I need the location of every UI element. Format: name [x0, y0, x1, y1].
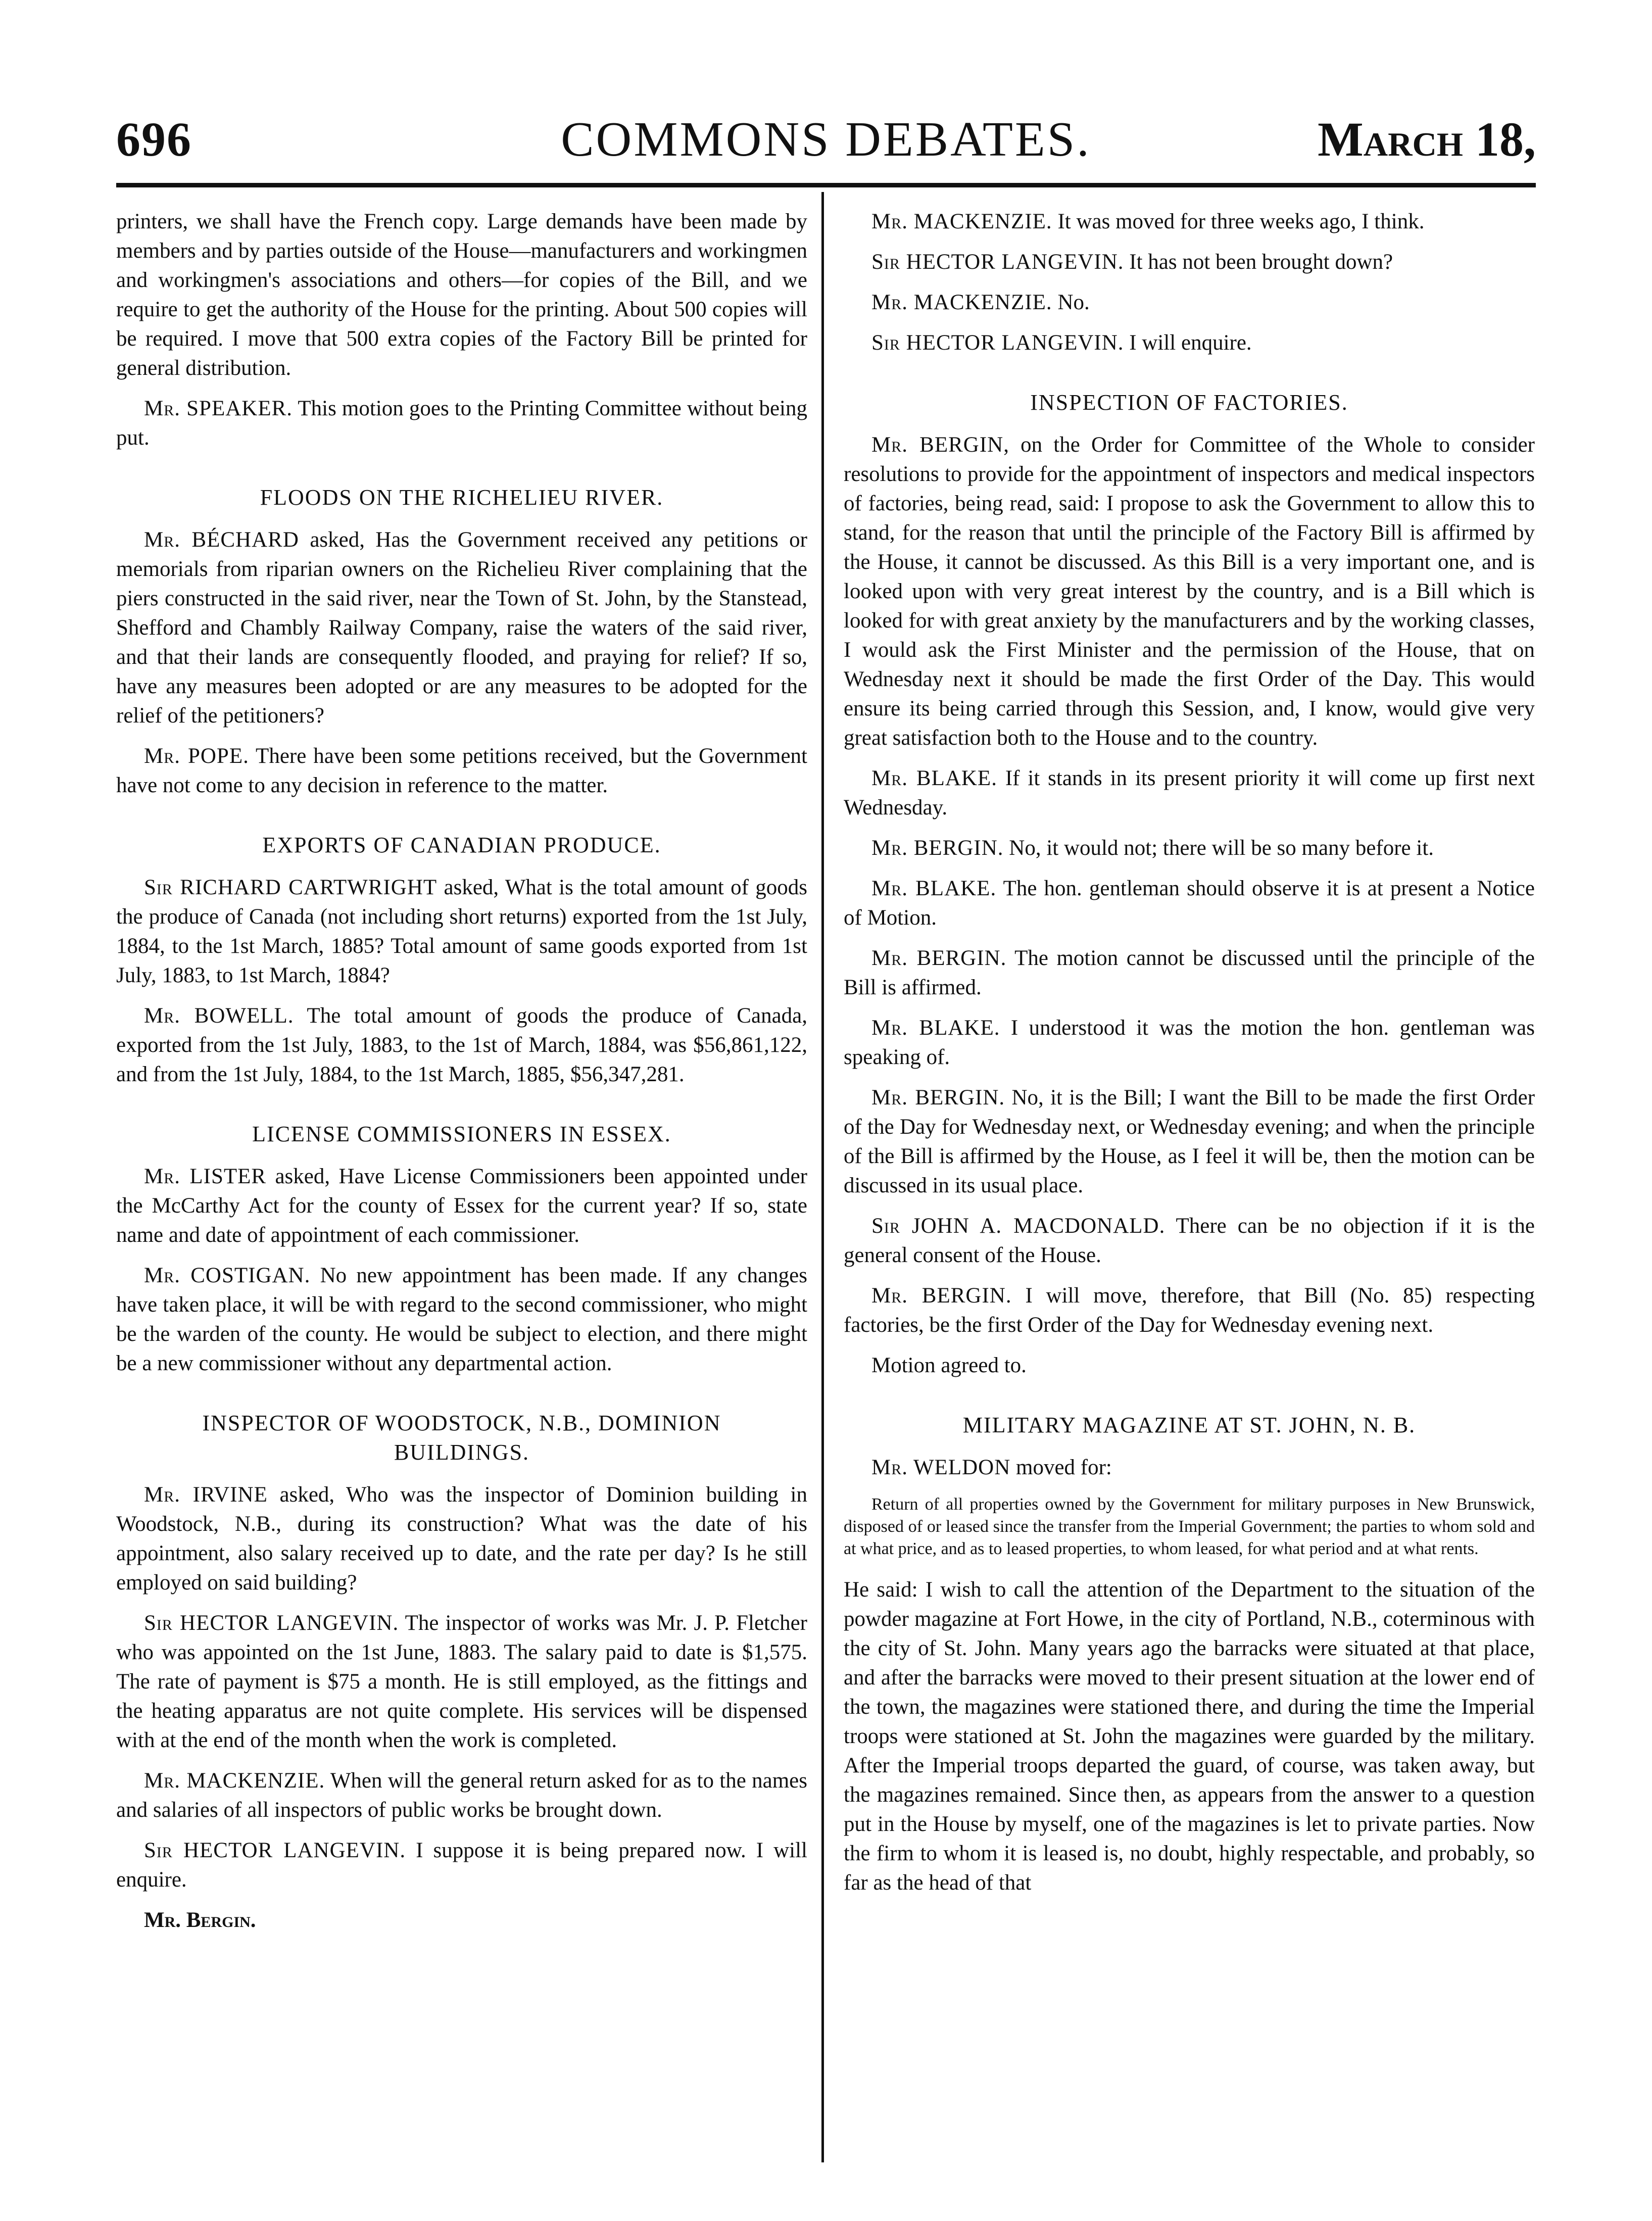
speaker-name: Mr. MACKENZIE.: [871, 291, 1052, 314]
paragraph-text: I understood it was the motion the hon. gentleman was speaking of.: [844, 1016, 1535, 1069]
speaker-name: Sir RICHARD CARTWRIGHT: [144, 876, 438, 899]
paragraph-text: Motion agreed to.: [871, 1354, 1027, 1377]
paragraph: [116, 1162, 807, 1250]
paragraph-text: This motion goes to the Printing Committee without being put.: [116, 397, 807, 450]
paragraph: [844, 1575, 1535, 1898]
paragraph: [116, 1766, 807, 1825]
paragraph: [844, 834, 1535, 863]
speaker-name: Sir HECTOR LANGEVIN.: [144, 1839, 406, 1862]
paragraph-text: No, it would not; there will be so many before it.: [1009, 836, 1434, 860]
page-number: 696: [116, 112, 192, 166]
page-date: March 18,: [1318, 112, 1536, 166]
speaker-name: Mr. BERGIN.: [871, 1284, 1012, 1308]
publication-title: COMMONS DEBATES.: [561, 112, 1091, 167]
speaker-name: Mr. MACKENZIE.: [144, 1769, 325, 1793]
paragraph-text: When will the general return asked for as to the names and salaries of all inspectors of public works be brought down.: [116, 1769, 807, 1822]
speaker-name: Mr. IRVINE: [144, 1483, 268, 1507]
paragraph-text: I will enquire.: [1129, 331, 1252, 355]
paragraph: [116, 1261, 807, 1378]
speaker-name: Mr. BERGIN.: [871, 946, 1007, 970]
paragraph: [116, 1609, 807, 1755]
paragraph: [116, 1480, 807, 1598]
paragraph: [844, 1083, 1535, 1200]
paragraph-text: No, it is the Bill; I want the Bill to be made the first Order of the Day for Wednesday next, or Wednesday evening; and when the principle of the Bill is affirmed by the House, as I feel it will be, then the motion can be discussed in its usual place.: [844, 1086, 1535, 1197]
paragraph: [116, 207, 807, 383]
speaker-name: Sir HECTOR LANGEVIN.: [144, 1611, 399, 1635]
paragraph: [844, 1212, 1535, 1270]
paragraph-text: I suppose it is being prepared now. I will enquire.: [116, 1839, 807, 1892]
paragraph: [844, 430, 1535, 753]
section-heading: INSPECTION OF FACTORIES.: [1030, 390, 1348, 415]
right-column: [844, 207, 1535, 1909]
paragraph: [116, 742, 807, 800]
paragraph: [844, 874, 1535, 933]
paragraph: [844, 764, 1535, 823]
paragraph-text: asked, Have License Commissioners been appointed under the McCarthy Act for the county of Essex for the current year? If so, state name and date of appointment of each commissioner.: [116, 1165, 808, 1247]
paragraph: [116, 1001, 807, 1089]
speaker-name: Mr. LISTER: [144, 1165, 267, 1188]
paragraph: [844, 1281, 1535, 1340]
paragraph: [844, 944, 1535, 1002]
section-heading: MILITARY MAGAZINE AT ST. JOHN, N. B.: [962, 1413, 1416, 1437]
paragraph-text: The hon. gentleman should observe it is at present a Notice of Motion.: [844, 877, 1535, 930]
paragraph: [844, 288, 1535, 317]
section-heading: INSPECTOR OF WOODSTOCK, N.B., DOMINION BUILDINGS.: [202, 1411, 721, 1465]
section-heading: LICENSE COMMISSIONERS IN ESSEX.: [252, 1122, 671, 1146]
catchword: Mr. Bergin.: [144, 1908, 256, 1932]
paragraph-text: It has not been brought down?: [1129, 250, 1393, 274]
speaker-name: Mr. BLAKE.: [871, 766, 997, 790]
speaker-name: Mr. WELDON: [871, 1456, 1011, 1479]
paragraph: [844, 248, 1535, 277]
speaker-name: Mr. BOWELL.: [144, 1004, 294, 1028]
speaker-name: Mr. POPE.: [144, 744, 249, 768]
paragraph-text: on the Order for Committee of the Whole to consider resolutions to provide for the appointment of inspectors and medical inspectors of factories, being read, said: I propose to ask the Government to allow this to stand, for the reason that until the principle of the Factory Bill is affirmed by the House, it cannot be discussed. As this Bill is a very important one, and is looked upon with very great interest by the country, and is a Bill which is looked for with great anxiety by the manufacturers and by the working classes, I would ask the First Minister and the permission of the House, that on Wednesday next it should be made the first Order of the Day. This would ensure its being carried through this Session, and, I know, would give very great satisfaction both to the House and to the country.: [844, 433, 1535, 750]
paragraph-text: The total amount of goods the produce of Canada, exported from the 1st July, 1883, to the 1st of March, 1884, was $56,861,122, and from the 1st July, 1884, to the 1st March, 1885, $56,347,281.: [116, 1004, 807, 1086]
speaker-name: Sir HECTOR LANGEVIN.: [871, 331, 1124, 355]
paragraph-text: No new appointment has been made. If any changes have taken place, it will be with regard to the second commissioner, who might be the warden of the county. He would be subject to election, and there might be a new commissioner without any departmental action.: [116, 1264, 808, 1375]
paragraph-text: There can be no objection if it is the general consent of the House.: [844, 1214, 1535, 1267]
motion-text: Return of all properties owned by the Government for military purposes in New Brunswick, disposed of or leased since the transfer from the Imperial Government; the parties to whom sold and at what price, and as to leased properties, to whom leased, for what period and at what rents.: [844, 1495, 1535, 1558]
column-divider: [821, 192, 824, 2162]
speaker-name: Mr. BLAKE.: [871, 1016, 1000, 1040]
left-column: [116, 207, 807, 1935]
speaker-name: Mr. BÉCHARD: [144, 528, 299, 552]
paragraph-text: I will move, therefore, that Bill (No. 85) respecting factories, be the first Order of the Day for Wednesday evening next.: [844, 1284, 1535, 1337]
paragraph-text: No.: [1057, 291, 1090, 314]
speaker-name: Sir JOHN A. MACDONALD.: [871, 1214, 1165, 1238]
paragraph: [116, 525, 807, 731]
speaker-name: Mr. SPEAKER.: [144, 397, 293, 420]
header-rule: [116, 183, 1536, 187]
paragraph-text: The motion cannot be discussed until the principle of the Bill is affirmed.: [844, 946, 1535, 999]
paragraph-text: printers, we shall have the French copy. Large demands have been made by members and by parties outside of the House—manufacturers and workingmen and workingmen's associations and others—for copies of the Bill, and we require to get the authority of the House for the printing. About 500 copies will be required. I move that 500 extra copies of the Factory Bill be printed for general distribution.: [116, 210, 807, 380]
speaker-name: Sir HECTOR LANGEVIN.: [871, 250, 1124, 274]
paragraph-text: He said: I wish to call the attention of the Department to the situation of the powder magazine at Fort Howe, in the city of Portland, N.B., coterminous with the city of St. John. Many years ago the barracks were situated at that place, and after the barracks were moved to their present situation at the lower end of the town, the magazines were stationed there, and during the time the Imperial troops were stationed at St. John the magazines were guarded by the military. After the Imperial troops departed the guard, of course, was taken away, but the magazines remained. Since then, as appears from the answer to a question put in the House by myself, one of the magazines is let to private parties. Now the firm to whom it is leased is, no doubt, highly respectable, and probably, so far as the head of that: [844, 1578, 1535, 1895]
section-heading: EXPORTS OF CANADIAN PRODUCE.: [262, 833, 661, 857]
speaker-name: Mr. COSTIGAN.: [144, 1264, 311, 1287]
speaker-name: Mr. BERGIN.: [871, 836, 1004, 860]
paragraph: [844, 1453, 1535, 1482]
paragraph-text: asked, What is the total amount of goods the produce of Canada (not including short returns) exported from the 1st July, 1884, to the 1st March, 1885? Total amount of same goods exported from 1st July, 1883, to 1st March, 1884?: [116, 876, 808, 987]
paragraph-text: It was moved for three weeks ago, I think.: [1057, 210, 1425, 233]
paragraph-text: The inspector of works was Mr. J. P. Fletcher who was appointed on the 1st June, 1883. The salary paid to date is $1,575. The rate of payment is $75 a month. He is still employed, as the fittings and the heating apparatus are not quite complete. His services will be dispensed with at the end of the month when the work is completed.: [116, 1611, 807, 1752]
paragraph: [116, 873, 807, 990]
speaker-name: Mr. MACKENZIE.: [871, 210, 1052, 233]
paragraph: [116, 394, 807, 453]
paragraph: [844, 1013, 1535, 1072]
section-heading: FLOODS ON THE RICHELIEU RIVER.: [260, 485, 664, 510]
paragraph: [844, 207, 1535, 236]
speaker-name: Mr. BLAKE.: [871, 877, 997, 900]
paragraph: [116, 1836, 807, 1895]
paragraph-text: If it stands in its present priority it will come up first next Wednesday.: [844, 766, 1535, 819]
speaker-name: Mr. BERGIN,: [871, 433, 1009, 457]
paragraph: [844, 1351, 1535, 1380]
speaker-name: Mr. BERGIN.: [871, 1086, 1005, 1109]
paragraph-text: There have been some petitions received, but the Government have not come to any decision in reference to the matter.: [116, 744, 807, 797]
paragraph-text: moved for:: [1016, 1456, 1112, 1479]
paragraph-text: asked, Has the Government received any petitions or memorials from riparian owners on the Richelieu River complaining that the piers constructed in the said river, near the Town of St. John, by the Stanstead, Shefford and Chambly Railway Company, raise the waters of the said river, and that their lands are consequently flooded, and praying for relief? If so, have any measures been adopted or are any measures to be adopted for the relief of the petitioners?: [116, 528, 807, 728]
paragraph: [844, 328, 1535, 358]
paragraph-text: asked, Who was the inspector of Dominion building in Woodstock, N.B., during its construction? What was the date of his appointment, also salary received up to date, and the rate per day? Is he still employed on said building?: [116, 1483, 807, 1595]
page-header: [116, 111, 1536, 177]
